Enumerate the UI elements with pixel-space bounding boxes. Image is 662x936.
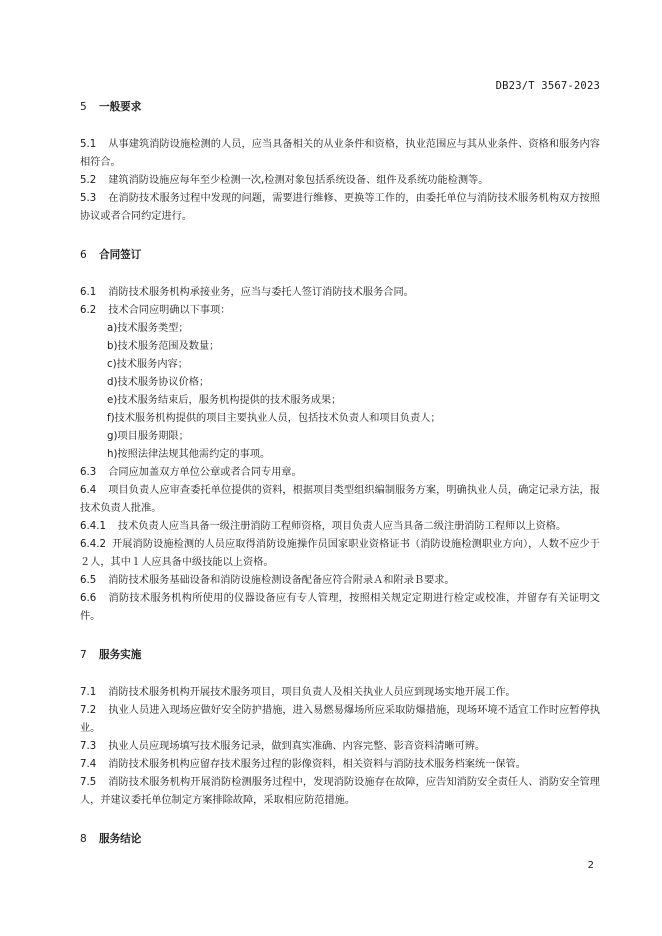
section-heading-6 bbox=[80, 246, 600, 264]
clause-5-3 bbox=[80, 190, 600, 226]
clause-text: 在消防技术服务过程中发现的问题，需要进行维修、更换等工作的，由委托单位与消防技术服务机构双方按照协议或者合同约定进行。 bbox=[80, 193, 600, 222]
clause-number: 6.6 bbox=[80, 593, 97, 604]
clause-text: 技术负责人应当具备一级注册消防工程师资格，项目负责人应当具备二级注册消防工程师以上资格。 bbox=[117, 521, 567, 532]
list-item: d)技术服务协议价格； bbox=[107, 377, 210, 388]
clause-text: 执业人员应现场填写技术服务记录，做到真实准确、内容完整、影音资料清晰可辨。 bbox=[108, 741, 486, 752]
section-number: 7 bbox=[80, 649, 87, 661]
list-item: f)技术服务机构提供的项目主要执业人员，包括技术负责人和项目负责人； bbox=[107, 413, 441, 424]
clause-number: 7.3 bbox=[80, 741, 97, 752]
clause-6-1 bbox=[80, 284, 600, 302]
list-item: g)项目服务期限； bbox=[107, 431, 189, 442]
section-title: 一般要求 bbox=[99, 101, 142, 113]
section-number: 8 bbox=[80, 833, 87, 845]
clause-7-4 bbox=[80, 756, 600, 774]
page-number: 2 bbox=[587, 860, 594, 871]
clause-number: 6.1 bbox=[80, 287, 97, 298]
section-heading-5 bbox=[80, 98, 600, 116]
document-body bbox=[80, 98, 600, 868]
section-heading-8 bbox=[80, 830, 600, 848]
clause-5-2 bbox=[80, 172, 600, 190]
section-number: 6 bbox=[80, 249, 87, 261]
list-item: e)技术服务结束后，服务机构提供的技术服务成果； bbox=[107, 395, 342, 406]
clause-text: 消防技术服务机构开展技术服务项目，项目负责人及相关执业人员应到现场实地开展工作。 bbox=[108, 687, 516, 698]
list-item: h)按照法律法规其他需约定的事项。 bbox=[107, 449, 271, 460]
clause-number: 6.2 bbox=[80, 305, 97, 316]
clause-text: 消防技术服务机构应留存技术服务过程的影像资料，相关资料与消防技术服务档案统一保管。 bbox=[108, 759, 526, 770]
document-code: DB23/T 3567-2023 bbox=[495, 80, 600, 92]
clause-number: 6.5 bbox=[80, 575, 97, 586]
clause-5-1 bbox=[80, 136, 600, 172]
clause-number: 6.3 bbox=[80, 467, 97, 478]
clause-text: 消防技术服务机构承接业务，应当与委托人签订消防技术服务合同。 bbox=[108, 287, 414, 298]
clause-number: 7.1 bbox=[80, 687, 97, 698]
clause-number: 6.4.2 bbox=[80, 539, 106, 550]
section-title: 服务结论 bbox=[99, 833, 142, 845]
clause-7-5 bbox=[80, 774, 600, 810]
section-number: 5 bbox=[80, 101, 87, 113]
clause-number: 7.2 bbox=[80, 705, 97, 716]
section-title: 合同签订 bbox=[99, 249, 142, 261]
clause-number: 5.1 bbox=[80, 139, 97, 150]
list-item: a)技术服务类型； bbox=[107, 323, 189, 334]
clause-text: 技术合同应明确以下事项： bbox=[108, 305, 231, 316]
clause-6-2 bbox=[80, 302, 600, 320]
clause-6-4 bbox=[80, 482, 600, 518]
clause-text: 消防技术服务基础设备和消防设施检测设备配备应符合附录Ａ和附录Ｂ要求。 bbox=[108, 575, 455, 586]
clause-text: 执业人员进入现场应做好安全防护措施，进入易燃易爆场所应采取防爆措施，现场环境不适宜工作时应暂停执业。 bbox=[80, 705, 600, 734]
clause-text: 合同应加盖双方单位公章或者合同专用章。 bbox=[108, 467, 302, 478]
clause-text: 从事建筑消防设施检测的人员，应当具备相关的从业条件和资格，执业范围应与其从业条件、资格和服务内容相符合。 bbox=[80, 139, 600, 168]
section-title: 服务实施 bbox=[99, 649, 142, 661]
clause-number: 5.2 bbox=[80, 175, 97, 186]
clause-number: 6.4 bbox=[80, 485, 97, 496]
clause-number: 7.4 bbox=[80, 759, 97, 770]
section-heading-7 bbox=[80, 646, 600, 664]
clause-7-3 bbox=[80, 738, 600, 756]
clause-6-6 bbox=[80, 590, 600, 626]
clause-number: 5.3 bbox=[80, 193, 97, 204]
clause-text: 消防技术服务机构开展消防检测服务过程中，发现消防设施存在故障，应告知消防安全责任人、消防安全管理人，并建议委托单位制定方案排除故障，采取相应防范措施。 bbox=[80, 777, 600, 806]
clause-6-5 bbox=[80, 572, 600, 590]
clause-7-2 bbox=[80, 702, 600, 738]
clause-number: 6.4.1 bbox=[80, 521, 106, 532]
list-item: c)技术服务内容； bbox=[107, 359, 188, 370]
clause-text: 开展消防设施检测的人员应取得消防设施操作员国家职业资格证书（消防设施检测职业方向），人数不应少于２人，其中１人应具备中级技能以上资格。 bbox=[80, 539, 600, 568]
clause-6-4-2 bbox=[80, 536, 600, 572]
clause-text: 消防技术服务机构所使用的仪器设备应有专人管理，按照相关规定定期进行检定或校准，并留存有关证明文件。 bbox=[80, 593, 600, 622]
clause-number: 7.5 bbox=[80, 777, 97, 788]
clause-text: 建筑消防设施应每年至少检测一次,检测对象包括系统设备、组件及系统功能检测等。 bbox=[108, 175, 489, 186]
clause-6-4-1 bbox=[80, 518, 600, 536]
clause-7-1 bbox=[80, 684, 600, 702]
clause-6-3 bbox=[80, 464, 600, 482]
clause-text: 项目负责人应审查委托单位提供的资料，根据项目类型组织编制服务方案，明确执业人员，确定记录方法，报技术负责人批准。 bbox=[80, 485, 600, 514]
list-item: b)技术服务范围及数量； bbox=[107, 341, 220, 352]
